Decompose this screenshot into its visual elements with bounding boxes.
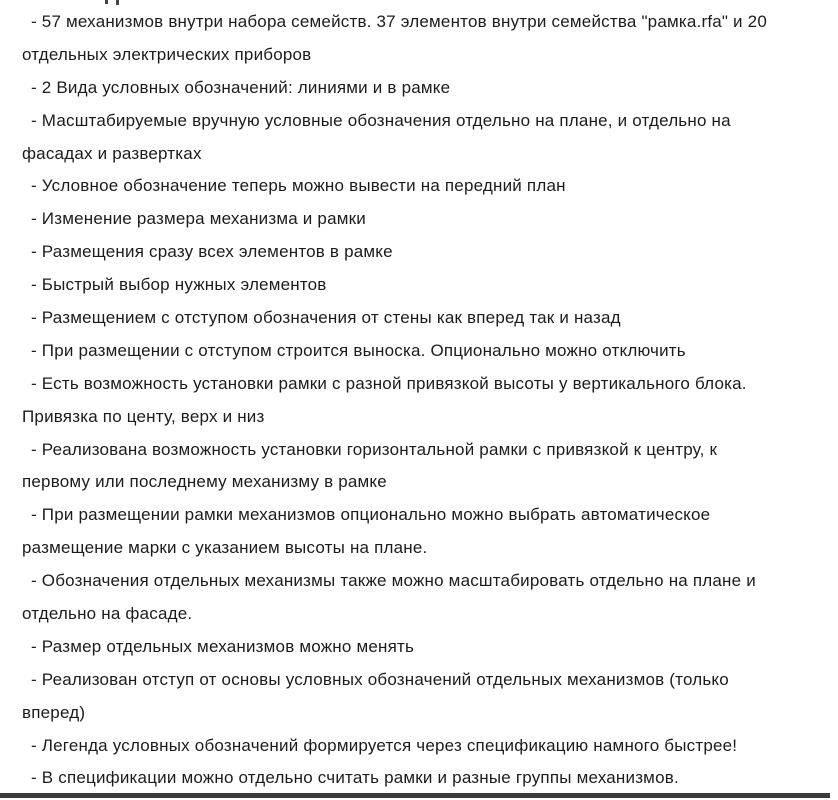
feature-line: - При размещении рамки механизмов опционально можно выбрать автоматическое <box>31 505 711 525</box>
bottom-divider <box>0 793 830 798</box>
feature-line: - 2 Вида условных обозначений: линиями и в рамке <box>31 77 451 97</box>
feature-line: - Условное обозначение теперь можно вывести на передний план <box>31 176 566 196</box>
feature-line: - Масштабируемые вручную условные обозначения отдельно на плане, и отдельно на <box>31 110 731 130</box>
feature-line: вперед) <box>22 702 86 722</box>
feature-line: - Обозначения отдельных механизмы также можно масштабировать отдельно на плане и <box>31 571 756 591</box>
feature-line: первому или последнему механизму в рамке <box>22 472 387 492</box>
feature-line: - При размещении с отступом строится выноска. Опционально можно отключить <box>31 340 686 360</box>
feature-line: фасадах и развертках <box>22 143 202 163</box>
feature-line: - Размещения сразу всех элементов в рамке <box>31 242 393 262</box>
feature-line: отдельно на фасаде. <box>22 604 193 624</box>
clipped-text-remnant <box>105 0 108 4</box>
feature-line: - Размер отдельных механизмов можно менять <box>31 636 415 656</box>
feature-line: - Быстрый выбор нужных элементов <box>31 275 327 295</box>
feature-list <box>0 6 838 795</box>
feature-line: - Размещением с отступом обозначения от стены как вперед так и назад <box>31 308 621 328</box>
feature-line: Привязка по центу, верх и низ <box>22 406 265 426</box>
feature-line: - Есть возможность установки рамки с разной привязкой высоты у вертикального блока. <box>31 373 747 393</box>
feature-line: - В спецификации можно отдельно считать рамки и разные группы механизмов. <box>31 768 679 788</box>
feature-line: - Изменение размера механизма и рамки <box>31 209 366 229</box>
feature-line: - Реализована возможность установки горизонтальной рамки с привязкой к центру, к <box>31 439 718 459</box>
feature-line: отдельных электрических приборов <box>22 44 312 64</box>
clipped-text-remnant <box>116 0 119 5</box>
feature-line: - Реализован отступ от основы условных обозначений отдельных механизмов (только <box>31 669 729 689</box>
feature-line: - 57 механизмов внутри набора семейств. 37 элементов внутри семейства "рамка.rfa" и 20 <box>31 12 767 31</box>
feature-line: размещение марки с указанием высоты на плане. <box>22 538 428 558</box>
feature-line: - Легенда условных обозначений формируется через спецификацию намного быстрее! <box>31 735 738 755</box>
